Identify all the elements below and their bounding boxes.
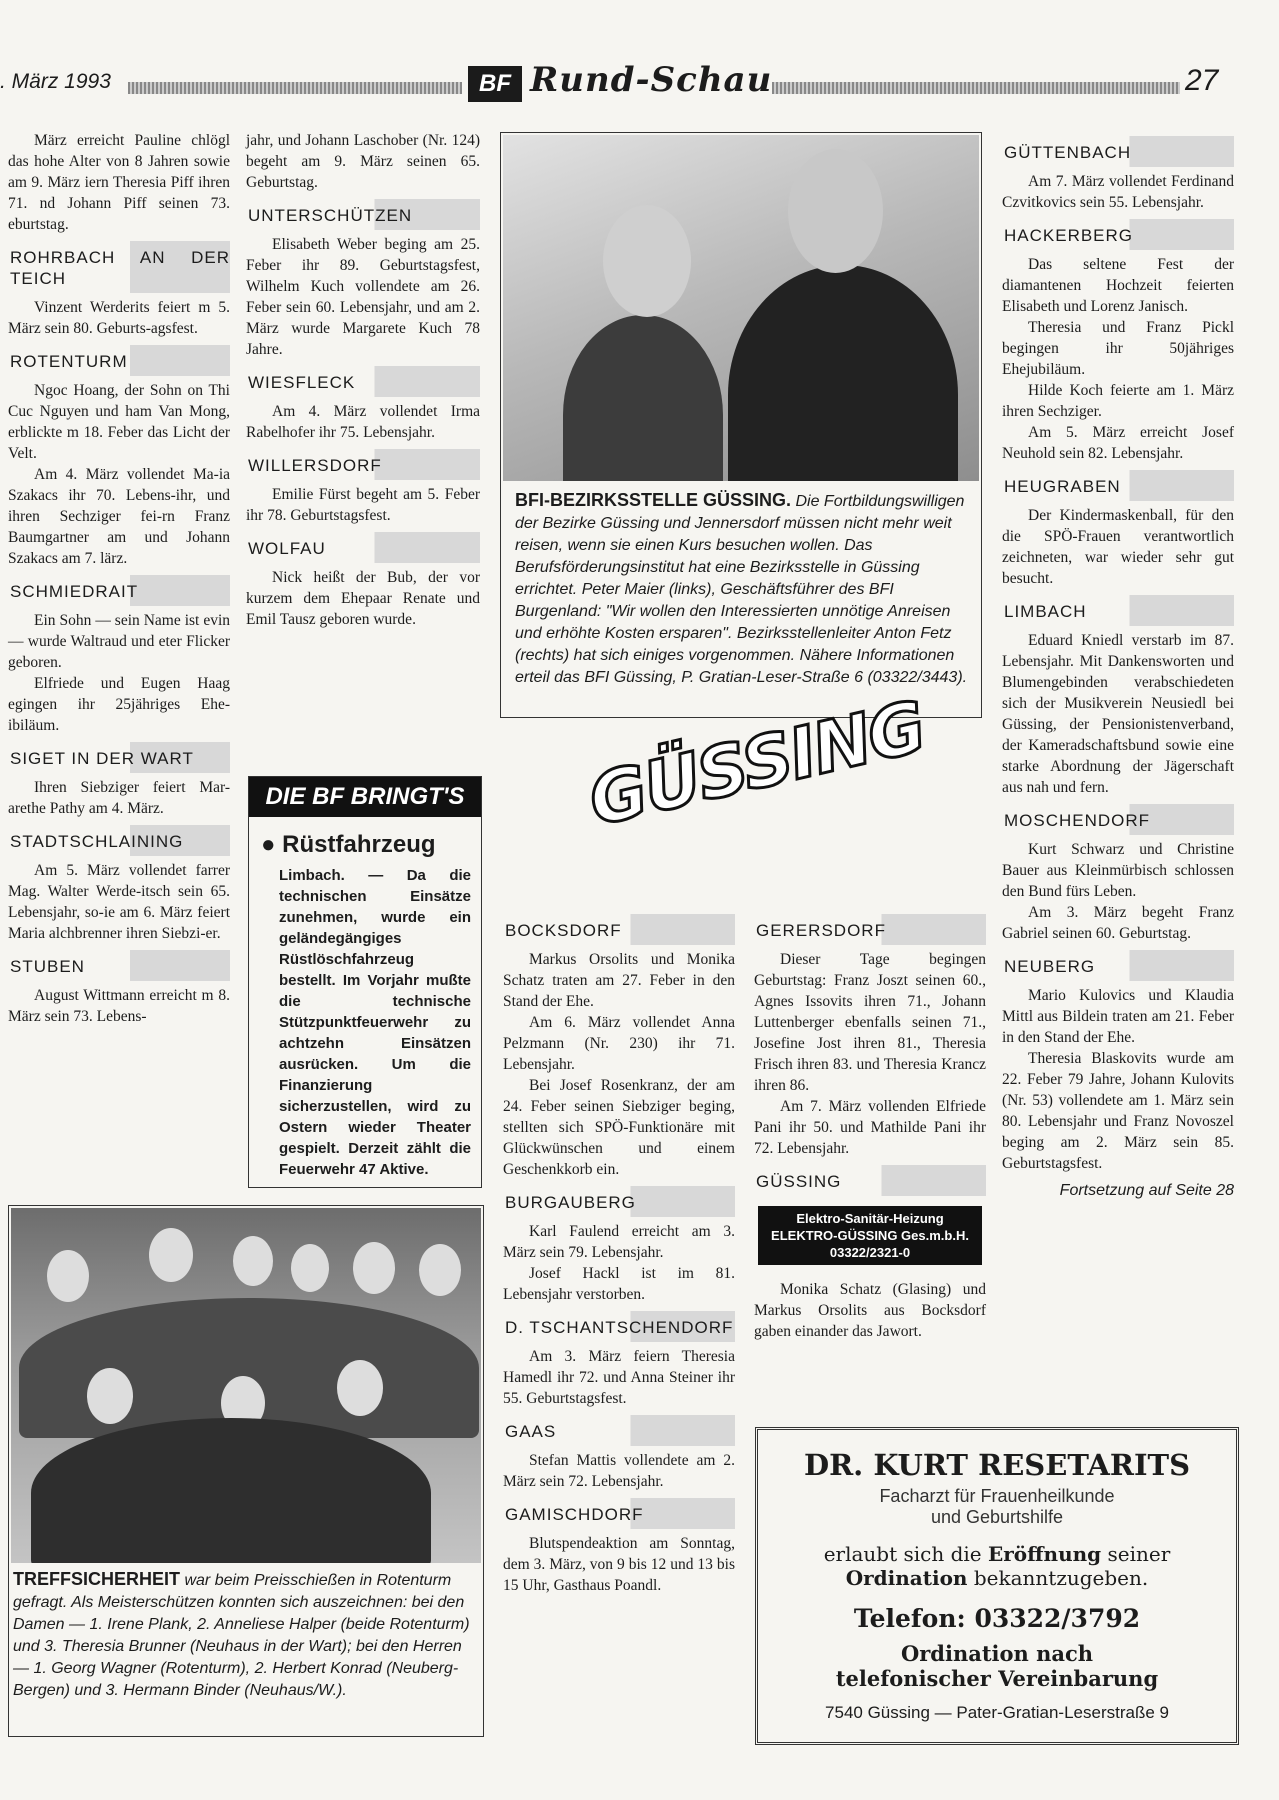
section-heading: GAAS	[503, 1415, 735, 1446]
section-heading: ROTENTURM	[8, 345, 230, 376]
col4-after-ad: Monika Schatz (Glasing) und Markus Orsolits aus Bocksdorf gaben einander das Jawort.	[754, 1281, 986, 1340]
section-paragraph: Hilde Koch feierte am 1. März ihren Sechziger.	[1002, 382, 1234, 420]
section-heading: WILLERSDORF	[246, 449, 480, 480]
column-3	[503, 908, 735, 1596]
bf-logo: BF	[468, 66, 522, 102]
doctor-ad	[755, 1427, 1239, 1745]
elektro-ad-line-1: Elektro-Sanitär-Heizung	[796, 1211, 944, 1226]
column-2	[246, 130, 480, 630]
gussing-logo: GÜSSING	[581, 685, 932, 842]
face-right	[788, 149, 883, 273]
bfi-article-box	[500, 132, 982, 718]
section-paragraph: Am 3. März begeht Franz Gabriel seinen 60. Geburtstag.	[1002, 904, 1234, 942]
section-paragraph: Josef Hackl ist im 81. Lebensjahr verstorben.	[503, 1265, 735, 1303]
doctor-appointment-1: Ordination nach	[900, 1641, 1094, 1666]
masthead-title: Rund-Schau	[530, 60, 773, 100]
doctor-specialty-1: Facharzt für Frauenheilkunde	[879, 1486, 1115, 1506]
person-right	[728, 265, 958, 481]
section-paragraph: Theresia Blaskovits wurde am 22. Feber 79 Jahre, Johann Kulovits (Nr. 53) vollendete am 1. März sein 80. Lebensjahr und Franz Novoszel beging am 2. März sein 85. Geburtstagsfest.	[1002, 1050, 1234, 1172]
section-heading: ROHRBACH AN DER TEICH	[8, 241, 230, 293]
section-heading: SIGET IN DER WART	[8, 742, 230, 773]
treff-article-box	[8, 1205, 484, 1737]
face-7	[87, 1368, 133, 1424]
section-paragraph: Vinzent Werderits feiert m 5. März sein 80. Geburts-agsfest.	[8, 299, 230, 337]
section-paragraph: Am 4. März vollendet Irma Rabelhofer ihr 75. Lebensjahr.	[246, 403, 480, 441]
section-heading: BURGAUBERG	[503, 1186, 735, 1217]
face-5	[353, 1242, 395, 1294]
section-heading: HACKERBERG	[1002, 219, 1234, 250]
section-heading: BOCKSDORF	[503, 914, 735, 945]
section-paragraph: Nick heißt der Bub, der vor kurzem dem Ehepaar Renate und Emil Tausz geboren wurde.	[246, 569, 480, 628]
section-paragraph: Karl Faulend erreicht am 3. März sein 79. Lebensjahr.	[503, 1223, 735, 1261]
section-heading: LIMBACH	[1002, 595, 1234, 626]
section-paragraph: Am 3. März feiern Theresia Hamedl ihr 72. und Anna Steiner ihr 55. Geburtstagsfest.	[503, 1348, 735, 1407]
section-heading: UNTERSCHÜTZEN	[246, 199, 480, 230]
section-paragraph: August Wittmann erreicht m 8. März sein 73. Lebens-	[8, 987, 230, 1025]
section-paragraph: Eduard Kniedl verstarb im 87. Lebensjahr. Mit Dankensworten und Blumengebinden verabschiedeten sich der Musikverein Neusiedl bei Güssing, der Pensionistenverband, der Kameradschaftsbund sowie eine starke Abordnung der Jägerschaft aus nah und fern.	[1002, 632, 1234, 796]
section-heading: HEUGRABEN	[1002, 470, 1234, 501]
continued-note: Fortsetzung auf Seite 28	[1059, 1182, 1234, 1199]
col4-sections	[754, 914, 986, 1196]
column-4	[754, 908, 986, 1342]
section-paragraph: Bei Josef Rosenkranz, der am 24. Feber seinen Siebziger beging, stellten sich SPÖ-Funktionäre mit Glückwünschen und einem Geschenkkorb ein.	[503, 1077, 735, 1178]
section-paragraph: Am 6. März vollendet Anna Pelzmann (Nr. 230) ihr 71. Lebensjahr.	[503, 1014, 735, 1073]
section-paragraph: Das seltene Fest der diamantenen Hochzeit feierten Elisabeth und Lorenz Janisch.	[1002, 256, 1234, 315]
issue-date: . März 1993	[0, 70, 111, 93]
section-paragraph: Am 7. März vollendet Ferdinand Czvitkovics sein 55. Lebensjahr.	[1002, 173, 1234, 211]
section-paragraph: Am 5. März vollendet farrer Mag. Walter Werde-itsch sein 65. Lebensjahr, so-ie am 6. März feiert Maria alchbrenner ihren Siebzi-er.	[8, 862, 230, 942]
bfi-caption-text: Die Fortbildungswilligen der Bezirke Güssing und Jennersdorf müssen nicht mehr weit reisen, wenn sie einen Kurs besuchen wollen. Das Berufsförderungsinstitut hat eine Bezirksstelle in Güssing errichtet. Peter Maier (links), Geschäftsführer des BFI Burgenland: "Wir wollen den Interessierten unnötige Anreisen und erhöhte Kosten ersparen". Bezirksstellenleiter Anton Fetz (rechts) hat sich einiges vorgenommen. Nähere Informationen erteil das BFI Güssing, P. Gratian-Leser-Straße 6 (03322/3443).	[515, 493, 968, 686]
section-heading: SCHMIEDRAIT	[8, 575, 230, 606]
bf-bringts-headline: ● Rüstfahrzeug	[261, 831, 436, 858]
section-paragraph: Elfriede und Eugen Haag egingen ihr 25jähriges Ehe-ibiläum.	[8, 675, 230, 734]
section-paragraph: Blutspendeaktion am Sonntag, dem 3. März, von 9 bis 12 und 13 bis 15 Uhr, Gasthaus Poandl.	[503, 1535, 735, 1594]
col3-sections	[503, 914, 735, 1596]
section-paragraph: Am 5. März erreicht Josef Neuhold sein 82. Lebensjahr.	[1002, 424, 1234, 462]
doctor-address: 7540 Güssing — Pater-Gratian-Leserstraße 9	[825, 1703, 1169, 1722]
treff-caption	[13, 1568, 479, 1702]
section-paragraph: Ngoc Hoang, der Sohn on Thi Cuc Nguyen und ham Van Mong, erblickte m 18. Feber das Licht der Velt.	[8, 382, 230, 462]
bf-bringts-text: Limbach. — Da die technischen Einsätze zunehmen, wurde ein geländegängiges Rüstlöschfahrzeug bestellt. Im Vorjahr mußte die technische Stützpunktfeuerwehr zu achtzehn Einsätzen ausrücken. Um die Finanzierung sicherzustellen, wird zu Ostern wieder Theater gespielt. Derzeit zählt die Feuerwehr 47 Aktive.	[279, 867, 471, 1178]
bfi-photo	[503, 135, 979, 481]
bfi-headline: BFI-BEZIRKSSTELLE GÜSSING.	[515, 490, 792, 510]
col2-intro: jahr, und Johann Laschober (Nr. 124) begeht am 9. März seinen 65. Geburtstag.	[246, 132, 480, 191]
bfi-caption	[515, 489, 971, 689]
section-heading: NEUBERG	[1002, 950, 1234, 981]
doctor-opening-line-2: Ordination bekanntzugeben.	[845, 1566, 1149, 1590]
section-heading: STADTSCHLAINING	[8, 825, 230, 856]
face-6	[419, 1244, 461, 1296]
doctor-phone: Telefon: 03322/3792	[853, 1604, 1141, 1633]
column-1	[8, 130, 230, 1027]
treff-caption-text: war beim Preisschießen in Rotenturm gefragt. Als Meisterschützen konnten sich auszeichnen: bei den Damen — 1. Irene Plank, 2. Anneliese Halper (beide Rotenturm) und 3. Theresia Brunner (Neuhaus in der Wart); bei den Herren — 1. Georg Wagner (Rotenturm), 2. Herbert Konrad (Neuberg-Bergen) und 3. Hermann Binder (Neuhaus/W.).	[13, 1572, 470, 1699]
person-left	[563, 315, 723, 481]
shooters-photo	[11, 1208, 481, 1563]
col1-intro: März erreicht Pauline chlögl das hohe Alter von 8 Jahren sowie am 9. März iern Theresia Piff ihren 71. nd Johann Piff seinen 73. eburtstag.	[8, 132, 230, 233]
section-heading: STUBEN	[8, 950, 230, 981]
section-heading: GAMISCHDORF	[503, 1498, 735, 1529]
section-paragraph: Kurt Schwarz und Christine Bauer aus Kleinmürbisch schlossen den Bund fürs Leben.	[1002, 841, 1234, 900]
section-paragraph: Elisabeth Weber beging am 25. Feber ihr 89. Geburtstagsfest, Wilhelm Kuch vollendete am 26. Feber sein 60. Lebensjahr, und am 2. März wurde Margarete Kuch 78 Jahre.	[246, 236, 480, 358]
section-heading: WOLFAU	[246, 532, 480, 563]
column-5	[1002, 130, 1234, 1201]
bf-bringts-title: DIE BF BRINGT'S	[249, 777, 481, 817]
section-paragraph: Ihren Siebziger feiert Mar-arethe Pathy am 4. März.	[8, 779, 230, 817]
section-heading: D. TSCHANTSCHENDORF	[503, 1311, 735, 1342]
doctor-name: DR. KURT RESETARITS	[803, 1448, 1191, 1482]
face-1	[47, 1250, 89, 1302]
page-number: 27	[1185, 64, 1219, 97]
section-paragraph: Mario Kulovics und Klaudia Mittl aus Bildein traten am 21. Feber in den Stand der Ehe.	[1002, 987, 1234, 1046]
section-paragraph: Markus Orsolits und Monika Schatz traten am 27. Feber in den Stand der Ehe.	[503, 951, 735, 1010]
section-heading: MOSCHENDORF	[1002, 804, 1234, 835]
section-paragraph: Der Kindermaskenball, für den die SPÖ-Frauen verantwortlich zeichneten, war wieder sehr gut besucht.	[1002, 507, 1234, 587]
col2-sections	[246, 199, 480, 630]
face-4	[291, 1244, 329, 1292]
col1-sections	[8, 241, 230, 1027]
section-paragraph: Ein Sohn — sein Name ist evin — wurde Waltraud und eter Flicker geboren.	[8, 612, 230, 671]
face-2	[149, 1228, 193, 1282]
section-paragraph: Theresia und Franz Pickl begingen ihr 50jähriges Ehejubiläum.	[1002, 319, 1234, 378]
section-heading: GÜTTENBACH	[1002, 136, 1234, 167]
section-heading: GÜSSING	[754, 1165, 986, 1196]
col5-sections	[1002, 136, 1234, 1174]
header-rule-right	[772, 82, 1180, 94]
header-rule-left	[128, 82, 462, 94]
bf-bringts-box	[248, 776, 482, 1188]
section-heading: WIESFLECK	[246, 366, 480, 397]
section-paragraph: Am 4. März vollendet Ma-ia Szakacs ihr 70. Lebens-ihr, und ihren Sechziger fei-rn Franz Baumgartner am und Johann Szakacs am 7. lärz.	[8, 466, 230, 567]
section-paragraph: Dieser Tage begingen Geburtstag: Franz Joszt seinen 60., Agnes Issovits ihren 71., Johann Luttenberger ebenfalls seinen 71., Josefine Jost ihren 81., Theresia Frisch ihren 83. und Theresia Krancz ihren 86.	[754, 951, 986, 1094]
section-paragraph: Stefan Mattis vollendete am 2. März sein 72. Lebensjahr.	[503, 1452, 735, 1490]
doctor-specialty-2: und Geburtshilfe	[930, 1507, 1064, 1527]
front-row	[31, 1418, 431, 1563]
treff-headline: TREFFSICHERHEIT	[13, 1569, 181, 1589]
section-paragraph: Emilie Fürst begeht am 5. Feber ihr 78. Geburtstagsfest.	[246, 486, 480, 524]
face-left	[603, 205, 691, 317]
doctor-opening-line: erlaubt sich die Eröffnung seiner	[823, 1542, 1171, 1566]
face-9	[337, 1360, 383, 1416]
face-3	[233, 1236, 273, 1286]
elektro-ad-line-2: ELEKTRO-GÜSSING Ges.m.b.H.	[771, 1228, 969, 1243]
section-heading: GERERSDORF	[754, 914, 986, 945]
doctor-appointment-2: telefonischer Vereinbarung	[835, 1666, 1159, 1691]
elektro-ad-line-3: 03322/2321-0	[829, 1245, 911, 1260]
elektro-ad	[758, 1206, 982, 1265]
section-paragraph: Am 7. März vollenden Elfriede Pani ihr 50. und Mathilde Pani ihr 72. Lebensjahr.	[754, 1098, 986, 1157]
